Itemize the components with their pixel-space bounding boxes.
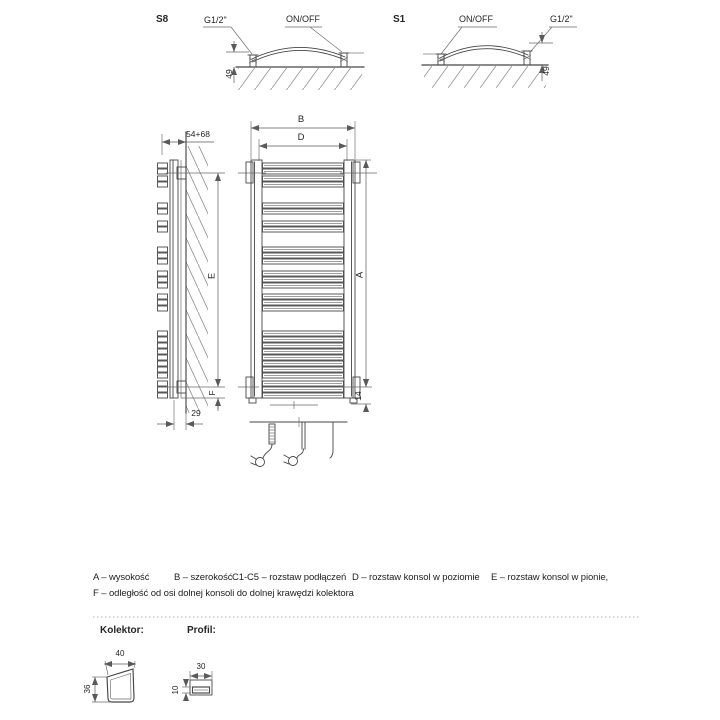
front-14-dim-label: 14 — [352, 391, 363, 401]
center-mark — [270, 401, 318, 409]
tube-end — [158, 361, 168, 366]
kolektor-cross-section-drawing — [92, 661, 136, 702]
bracket-top-left — [246, 162, 253, 183]
tube-end — [158, 373, 168, 378]
profil-section-label: Profil: — [187, 625, 216, 636]
detail-s1-drawing — [422, 27, 577, 88]
kolektor-section-label: Kolektor: — [100, 625, 144, 636]
tube-end — [158, 203, 168, 208]
tube-end — [158, 355, 168, 360]
tube-end — [158, 163, 168, 168]
dim-a-14 — [351, 160, 371, 412]
s1-fitting-right-label: G1/2" — [550, 14, 573, 24]
kolektor-width-dim-label: 40 — [115, 649, 125, 658]
profil-width-dim-label: 30 — [196, 662, 206, 671]
tube-end — [158, 283, 168, 288]
foot-left — [249, 398, 256, 403]
side-f-dim-label: F — [206, 390, 217, 396]
side-29-dim-label: 29 — [191, 408, 201, 418]
front-b-dim-label: B — [297, 114, 305, 125]
detail-s8-label: S8 — [156, 14, 169, 25]
tube-end — [158, 387, 168, 392]
radiator-tubes — [263, 163, 344, 398]
cable-coiled-with-plug — [251, 424, 275, 467]
tube-end — [158, 182, 168, 187]
radiator-tube-ends — [158, 163, 168, 398]
side-e-dim-label: E — [206, 272, 217, 280]
tube-end — [158, 259, 168, 264]
tube-end — [158, 349, 168, 354]
tube-end — [158, 221, 168, 226]
front-d-dim-label: D — [297, 132, 305, 143]
dim-profil-30 — [190, 671, 212, 681]
tube-end — [158, 227, 168, 232]
s8-fitting-left-label: G1/2" — [204, 15, 227, 25]
wall-hatch — [238, 67, 362, 90]
legend-item-a: A – wysokość — [93, 572, 150, 583]
s1-fitting-left-label: ON/OFF — [459, 14, 493, 24]
front-a-dim-label: A — [354, 271, 366, 279]
wall-hatch — [424, 65, 546, 88]
tube-end — [158, 300, 168, 305]
collector-profile — [170, 160, 178, 398]
tube-end — [158, 381, 168, 386]
tube-end — [158, 343, 168, 348]
tube-end — [158, 277, 168, 282]
kolektor-height-dim-label: 36 — [83, 684, 92, 694]
tube-end — [158, 367, 168, 372]
electric-connections-drawing — [250, 417, 347, 467]
tube-end — [158, 176, 168, 181]
s8-fitting-right-label: ON/OFF — [286, 14, 320, 24]
legend-item-e: E – rozstaw konsol w pionie, — [491, 572, 609, 583]
tube-end — [158, 253, 168, 258]
legend-item-c: C1-C5 – rozstaw podłączeń — [232, 572, 347, 583]
legend-item-f: F – odległość od osi dolnej konsoli do dolnej krawędzi kolektora — [93, 588, 354, 599]
legend-item-b: B – szerokość — [174, 572, 233, 583]
collector-left — [251, 160, 262, 398]
detail-s8-drawing — [203, 27, 364, 90]
tube-end — [158, 331, 168, 336]
legend-item-d: D – rozstaw konsol w poziomie — [352, 572, 480, 583]
tube-end — [158, 306, 168, 311]
tube-end — [158, 271, 168, 276]
bracket-top-right — [353, 162, 360, 183]
s1-depth-dim-label: 49 — [540, 66, 551, 76]
side-depth-dim-label: 54+68 — [186, 129, 210, 139]
tube-end — [158, 294, 168, 299]
detail-s1-label: S1 — [393, 14, 406, 25]
side-view-drawing — [157, 129, 225, 430]
profil-cross-section-drawing — [182, 671, 212, 701]
tube-end — [158, 393, 168, 398]
tube-end — [158, 337, 168, 342]
profil-height-dim-label: 10 — [171, 685, 180, 695]
cable-straight-with-plug — [284, 423, 305, 466]
tube-end — [158, 247, 168, 252]
tube-end — [158, 209, 168, 214]
wall-hatch — [186, 146, 208, 413]
front-view-drawing — [238, 121, 377, 412]
s8-depth-dim-label: 49 — [223, 69, 234, 79]
collector-right — [344, 160, 355, 398]
cable-bare-wire — [330, 423, 333, 458]
bracket-bottom-left — [246, 377, 253, 398]
